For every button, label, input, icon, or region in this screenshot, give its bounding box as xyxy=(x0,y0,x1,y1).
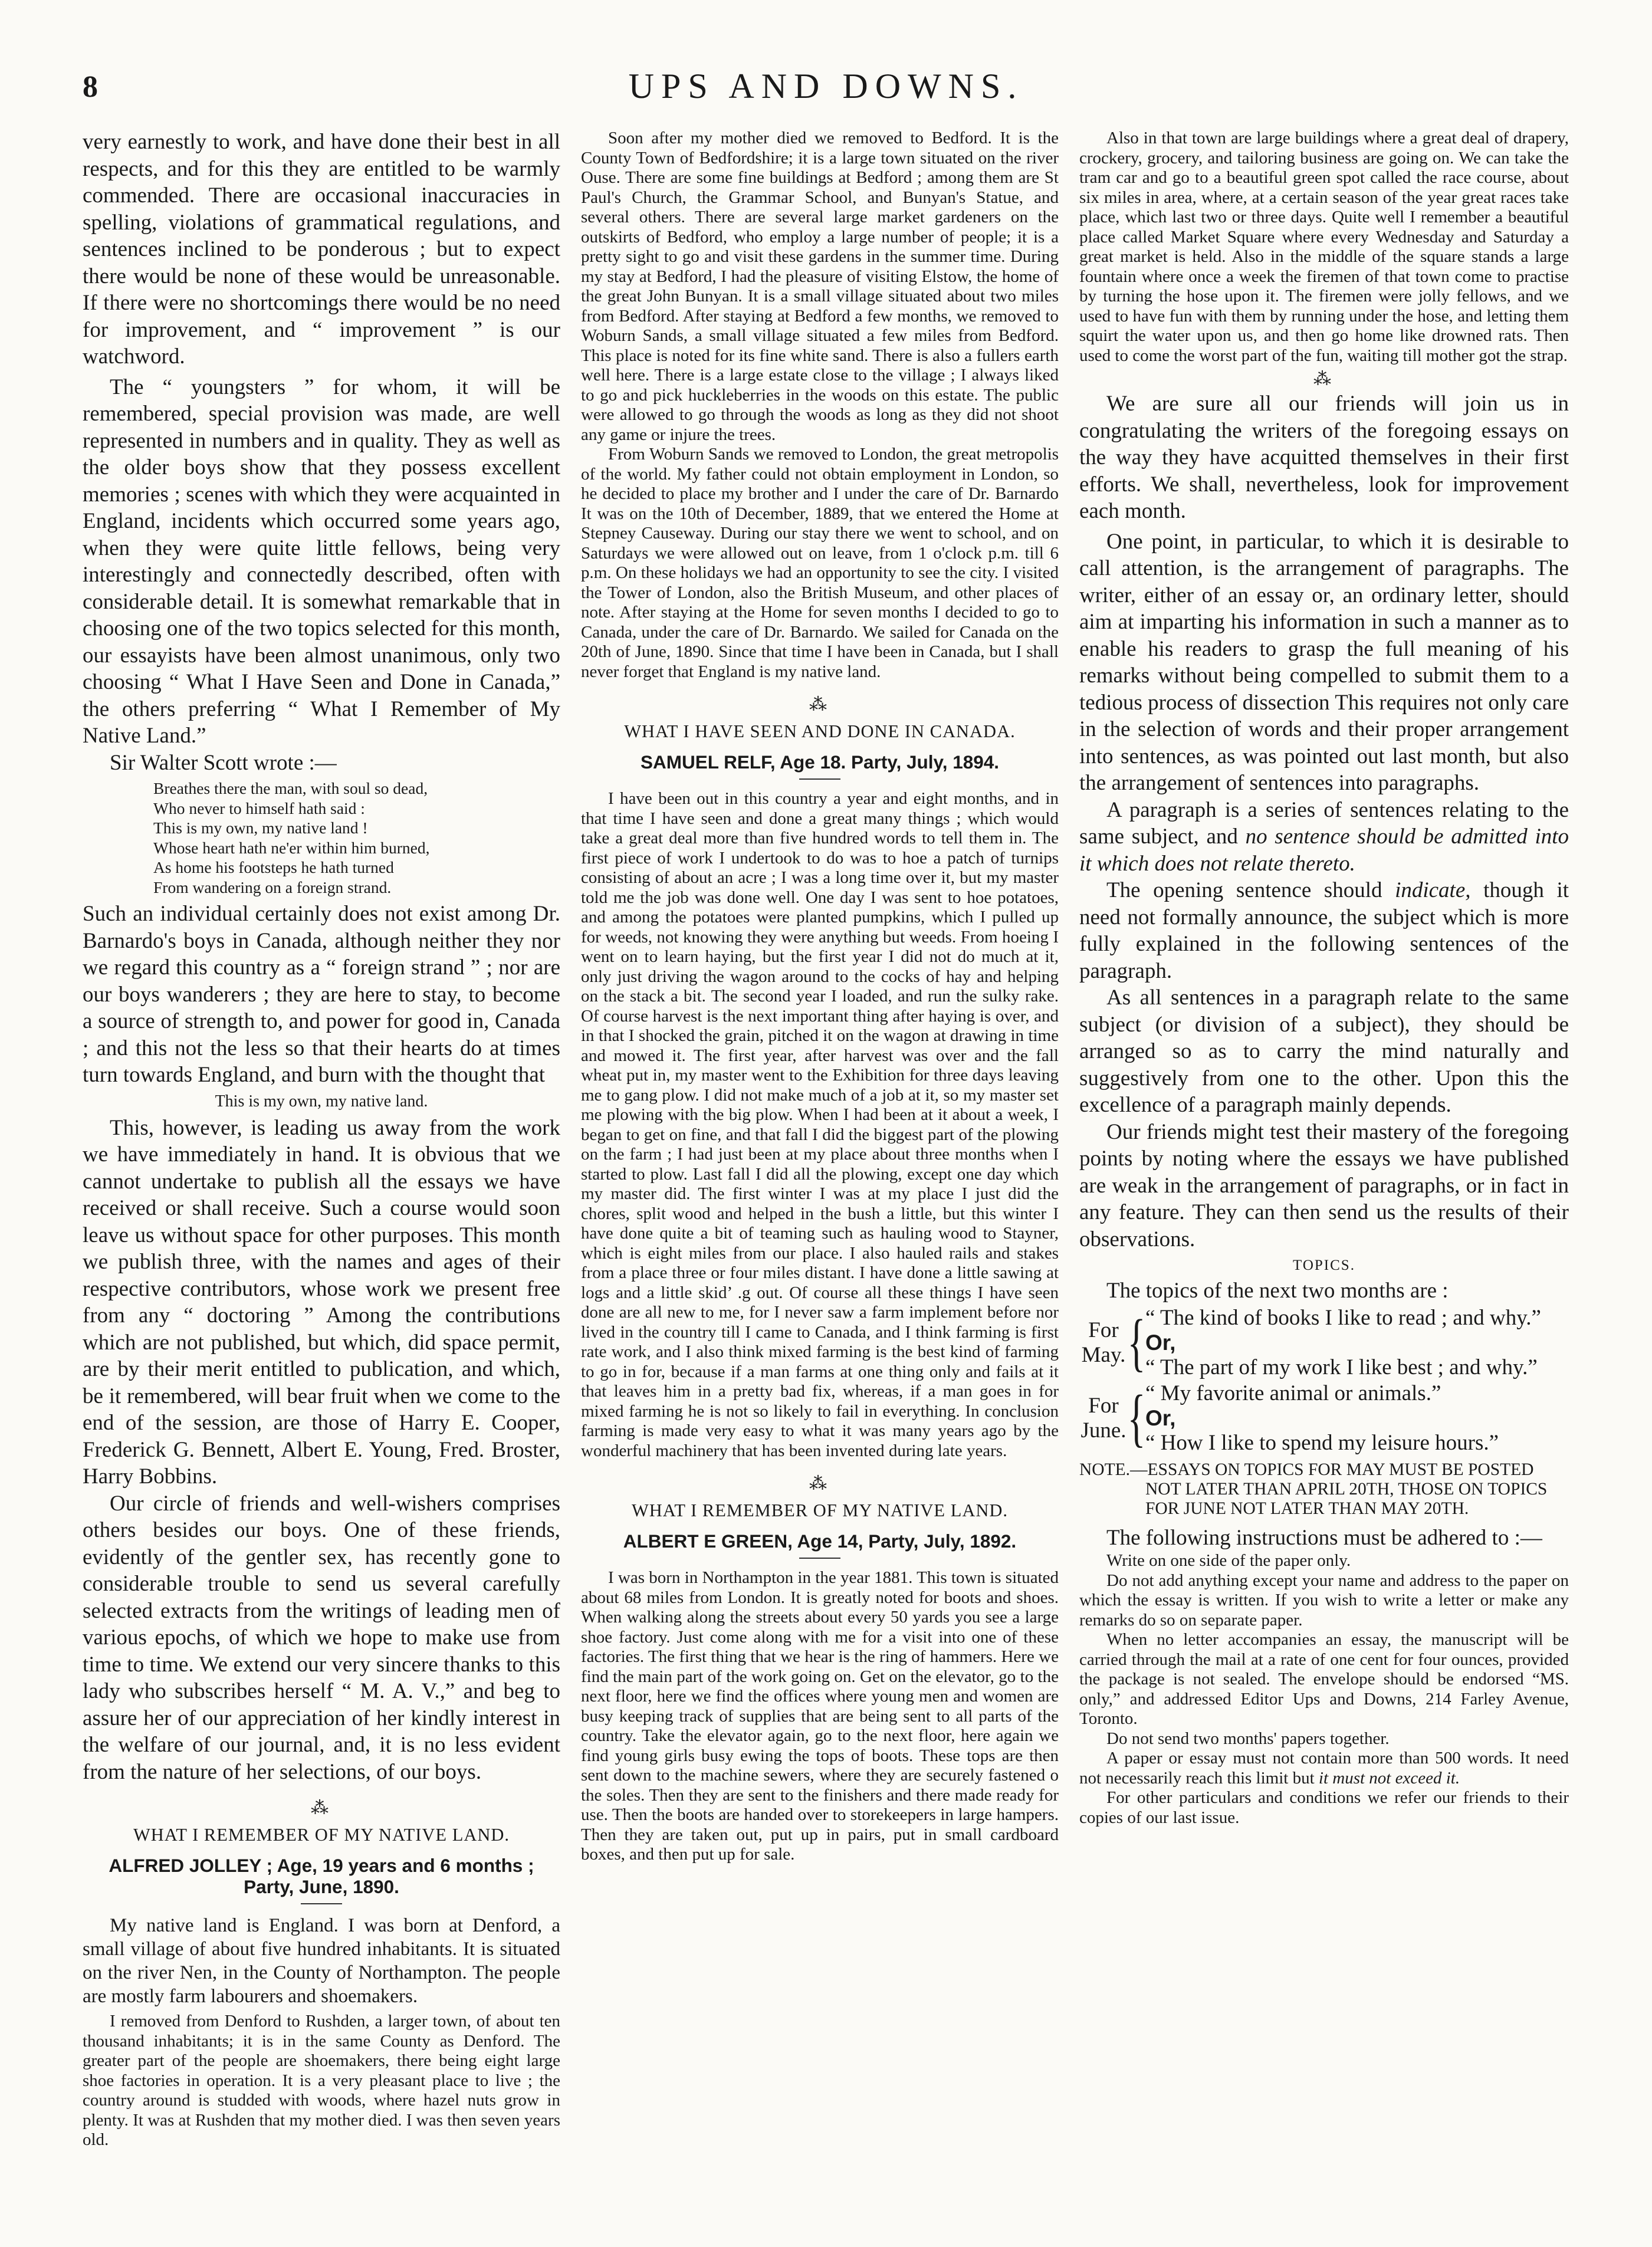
topic-option: “ The kind of books I like to read ; and why.” xyxy=(1145,1305,1541,1330)
editorial-paragraph: Such an individual certainly does not exist among Dr. Barnardo's boys in Canada, although neither they nor we regard this country as a “ foreign strand ” ; nor are our boys wanderers ; they are here to stay, to become a source of strength to, and power for good in, Canada ; and this not the less so that their hearts do at times turn towards England, and burn with the thought that xyxy=(83,902,560,1087)
topic-block-may xyxy=(1079,1306,1569,1380)
instruction-emphasis: it must not exceed it. xyxy=(1318,1768,1460,1788)
closing-paragraph xyxy=(1079,877,1569,984)
closing-text: though it need not formally announce, the subject which is more fully explained in the following sentences of the paragraph. xyxy=(1079,878,1569,983)
essay-heading: WHAT I HAVE SEEN AND DONE IN CANADA. xyxy=(624,721,1016,741)
topic-or: Or, xyxy=(1145,1330,1176,1355)
essay-author: ALFRED JOLLEY ; Age, 19 years and 6 months ; Party, June, 1890. xyxy=(109,1855,534,1897)
section-ornament: ⁂ xyxy=(809,695,830,714)
topics-intro: The topics of the next two months are : xyxy=(1106,1279,1449,1303)
essay-paragraph: I have been out in this country a year and eight months, and in that time I have seen and done a great many things ; which would take a great deal more than five hundred words to tell them in. The first piece of work I undertook to do was to hoe a patch of turnips consisting of about an acre ; I was a long time over it, but my master told me the job was done well. One day I was sent to hoe potatoes, and among the potatoes were planted pumpkins, which I pulled up for weeds, not knowing they were anything but weeds. From hoeing I went on to learn haying, but the first year I did not do much at it, only just driving the wagon around to the cocks of hay and helping on the stack a bit. The second year I loaded, and run the sulky rake. Of course harvest is the next important thing after haying is over, and in that I shocked the grain, pitched it on the wagon at drawing in time and mowed it. The first year, after harvest was over and the fall wheat put in, my master went to the Exhibition for three days leaving me to gang plow. I did not make much of a job at it, so my master set me plowing with the big plow. When I had been at it about a week, I began to get on fine, and that fall I did the biggest part of the plowing on the farm ; I had just been at my place about three months when I started to plow. Last fall I did all the plowing, except one day which my master did. The first winter I was at my place I just did the chores, split wood and helped in the bush a little, but this winter I have done quite a bit of teaming such as hauling wood to Stayner, which is eight miles from our place. I also hauled rails and stakes from a place three or four miles distant. I have done a little sawing at logs and a little skid’ .g out. Of course all these things I have seen done are all new to me, for I never saw a farm implement before nor lived in the country till I came to Canada, and I think farming is first rate work, and I also think mixed farming is the best kind of farming to go in for, because if a man farms at one thing only and fails at it that leaves him in a pretty bad fix, whereas, if a man goes in for mixed farming he is not so likely to fail in everything. In conclusion farming is made very easy to what it was many years ago by the wonderful machinery that has been invented during late years. xyxy=(581,789,1059,1460)
essay-paragraph: I was born in Northampton in the year 1881. This town is situated about 68 miles from London. It is greatly noted for boots and shoes. When walking along the streets about every 50 yards you see a large shoe factory. Just come along with me for a visit into one of these factories. The first thing that we hear is the ring of hammers. Here we find the main part of the work going on. Get on the elevator, go to the next floor, here we find the offices where young men and women are busy keeping track of supplies that are being sent to all parts of the country. Take the elevator again, go to the next floor, here again we find young girls busy ewing the tops of boots. These tops are then sent down to the machine sewers, where they are securely fastened o the soles. Then they are sent to the finishers and there made ready for use. Then the boots are handed over to storekeepers in large hampers. Then they are taken out, put up in pairs, put in small cardboard boxes, and then put up for sale. xyxy=(581,1568,1059,1864)
topic-month xyxy=(1079,1381,1128,1456)
poem-line: Whose heart hath ne'er within him burned, xyxy=(153,838,430,857)
closing-emphasis: indicate, xyxy=(1395,878,1471,902)
closing-text: The opening sentence should xyxy=(1106,878,1382,902)
masthead-title: UPS AND DOWNS. xyxy=(628,67,1024,106)
page-number: 8 xyxy=(83,70,98,104)
editorial-paragraph: The “ youngsters ” for whom, it will be remembered, special provision was made, are well represented in numbers and in quality. They as well as the older boys show that they possess excellent memories ; scenes with which they were acquainted in England, incidents which occurred some years ago, when they were quite little fellows, being very interestingly and connectedly described, often with considerable detail. It is somewhat remarkable that in choosing one of the two topics selected for this month, our essayists have been almost unanimous, only two choosing “ What I Have Seen and Done in Canada,” the others preferring “ What I Remember of My Native Land.” xyxy=(83,374,560,748)
instruction-item: When no letter accompanies an essay, the manuscript will be carried through the mail at a rate of one cent for four ounces, provided the package is not sealed. The envelope should be endorsed “MS. only,” and addressed Editor Ups and Downs, 214 Farley Avenue, Toronto. xyxy=(1079,1630,1569,1728)
essay-paragraph: Also in that town are large buildings where a great deal of drapery, crockery, grocery, and tailoring business are going on. We can take the tram car and go to a beautiful green spot called the race course, about six miles in area, where, at a certain season of the year great races take place, which last two or three days. Quite well I remember a beautiful place called Market Square where every Wednesday and Saturday a great market is held. Also in the middle of the square stands a large fountain where once a week the firemen of that town come to practise by turning the hose upon it. The firemen were jolly fellows, and we used to have fun with them by running under the hose, and letting them squirt the water upon us, and then go home like drowned rats. Then used to come the worst part of the fun, waiting till mother got the strap. xyxy=(1079,129,1569,365)
topic-month xyxy=(1079,1306,1128,1380)
column-3 xyxy=(1079,129,1569,2210)
section-ornament: ⁂ xyxy=(311,1798,332,1818)
topics-note: NOTE.—ESSAYS ON TOPICS FOR MAY MUST BE POSTED NOT LATER THAN APRIL 20TH, THOSE ON TOPICS FOR JUNE NOT LATER THAN MAY 20TH. xyxy=(1079,1460,1548,1518)
instruction-text: A paper or essay must not contain more than 500 words. It need not necessarily reach this limit but xyxy=(1079,1749,1569,1788)
poem-line: As home his footsteps he hath turned xyxy=(153,858,394,876)
month-label: June. xyxy=(1080,1418,1126,1443)
instruction-item xyxy=(1079,1749,1569,1788)
brace-icon: { xyxy=(1127,1382,1146,1453)
poem-line: From wandering on a foreign strand. xyxy=(153,878,392,896)
month-label: For xyxy=(1088,1393,1119,1418)
topic-or: Or, xyxy=(1145,1405,1176,1430)
instruction-item: Write on one side of the paper only. xyxy=(1106,1551,1351,1570)
quote-line: This is my own, my native land. xyxy=(215,1092,428,1111)
scott-poem xyxy=(83,778,560,897)
instruction-item: Do not add anything except your name and address to the paper on which the essay is written. If you wish to write a letter or make any remarks do so on separate paper. xyxy=(1079,1571,1569,1630)
topic-option: “ My favorite animal or animals.” xyxy=(1145,1381,1441,1405)
divider xyxy=(799,778,840,780)
topic-block-june xyxy=(1079,1381,1569,1456)
editorial-paragraph: Our circle of friends and well-wishers comprises others besides our boys. One of these friends, evidently of the gentler sex, has recently gone to considerable trouble to send us several carefully selected extracts from the writings of leading men of various epochs, of which we hope to make use from time to time. We extend our very sincere thanks to this lady who subscribes herself “ M. A. V.,” and beg to assure her of our appreciation of her kindly interest in the welfare of our journal, and, it is no less evident from the nature of her selections, of our boys. xyxy=(83,1491,560,1784)
essay-paragraph: My native land is England. I was born at Denford, a small village of about five hundred inhabitants. It is situated on the river Nen, in the County of Northampton. The people are mostly farm labourers and shoemakers. xyxy=(83,1915,560,2007)
divider xyxy=(799,1558,840,1559)
essay-author: SAMUEL RELF, Age 18. Party, July, 1894. xyxy=(640,751,1000,773)
instruction-item: Do not send two months' papers together. xyxy=(1106,1729,1390,1748)
topic-options xyxy=(1145,1381,1569,1456)
column-1 xyxy=(83,129,560,2210)
month-label: May. xyxy=(1081,1342,1126,1367)
section-ornament: ⁂ xyxy=(809,1474,830,1493)
closing-paragraph: One point, in particular, to which it is desirable to call attention, is the arrangement of paragraphs. The writer, either of an essay or, an ordinary letter, should aim at imparting his information in such a manner as to enable his readers to grasp the full meaning of his remarks without being compelled to submit them to a tedious process of dissection This requires not only care in the selection of words and their proper arrangement into sentences, as was pointed out last month, but also the arrangement of sentences into paragraphs. xyxy=(1079,529,1569,795)
closing-paragraph: Our friends might test their mastery of the foregoing points by noting where the essays we have published are weak in the arrangement of paragraphs, or in fact in any feature. They can then send us the results of their observations. xyxy=(1079,1119,1569,1251)
essay-author: ALBERT E GREEN, Age 14, Party, July, 1892. xyxy=(623,1530,1017,1552)
closing-text: A paragraph is a series of sentences relating to the same subject, and xyxy=(1079,797,1569,849)
editorial-paragraph: very earnestly to work, and have done their best in all respects, and for this they are entitled to be warmly commended. There are occasional inaccuracies in spelling, violations of grammatical regulations, and sentences inclined to be ponderous ; but to expect there would be none of these would be unreasonable. If there were no shortcomings there would be no need for improvement, and “ improvement ” is our watchword. xyxy=(83,130,560,369)
closing-paragraph: We are sure all our friends will join us in congratulating the writers of the foregoing essays on the way they have acquitted themselves in their first efforts. We shall, nevertheless, look for improvement each month. xyxy=(1079,392,1569,523)
closing-emphasis: no sentence should be admitted into it which does not relate thereto. xyxy=(1079,824,1569,876)
closing-paragraph xyxy=(1079,797,1569,878)
section-ornament: ⁂ xyxy=(1313,369,1335,389)
poem-line: This is my own, my native land ! xyxy=(153,819,368,837)
essay-paragraph: From Woburn Sands we removed to London, the great metropolis of the world. My father could not obtain employment in London, so he decided to place my brother and I under the care of Dr. Barnardo It was on the 10th of December, 1889, that we entered the Home at Stepney Causeway. During our stay there we went to school, and on Saturdays we were allowed out on leave, from 1 o'clock p.m. till 6 p.m. On these holidays we had an opportunity to see the city. I visited the Tower of London, also the British Museum, and other places of note. After staying at the Home for seven months I decided to go to Canada, under the care of Dr. Barnardo. We sailed for Canada on the 20th of June, 1890. Since that time I have been in Canada, but I shall never forget that England is my native land. xyxy=(581,445,1059,681)
topic-option: “ The part of my work I like best ; and why.” xyxy=(1145,1355,1538,1379)
column-2 xyxy=(581,129,1059,2210)
editorial-paragraph: This, however, is leading us away from the work we have immediately in hand. It is obvious that we cannot undertake to publish all the essays we have received or shall receive. Such a course would soon leave us without space for other purposes. This month we publish three, with the names and ages of their respective contributors, whose work we present free from any “ doctoring ” Among the contributions which are not published, but which, did space permit, are by their merit entitled to publication, and which, be it remembered, will bear fruit when we come to the end of the session, are those of Harry E. Cooper, Frederick G. Bennett, Albert E. Young, Fred. Broster, Harry Bobbins. xyxy=(83,1115,560,1489)
instructions-intro: The following instructions must be adhered to :— xyxy=(1106,1525,1542,1550)
topic-option: “ How I like to spend my leisure hours.” xyxy=(1145,1430,1499,1455)
topics-heading: TOPICS. xyxy=(1293,1257,1355,1273)
divider xyxy=(301,1903,342,1904)
brace-icon: { xyxy=(1127,1306,1146,1378)
poem-line: Breathes there the man, with soul so dead, xyxy=(153,779,428,797)
topic-options xyxy=(1145,1306,1569,1380)
instruction-item: For other particulars and conditions we refer our friends to their copies of our last issue. xyxy=(1079,1788,1569,1827)
essay-paragraph: I removed from Denford to Rushden, a larger town, of about ten thousand inhabitants; it is in the same County as Denford. The greater part of the people are shoemakers, there being eight large shoe factories in operation. It is a very pleasant place to live ; the country around is studded with woods, where hazel nuts grow in plenty. It was at Rushden that my mother died. I was then seven years old. xyxy=(83,2012,560,2149)
essay-heading: WHAT I REMEMBER OF MY NATIVE LAND. xyxy=(631,1500,1009,1520)
closing-paragraph: As all sentences in a paragraph relate to the same subject (or division of a subject), they should be arranged so as to carry the mind naturally and suggestively from one to the other. Upon this the excellence of a paragraph mainly depends. xyxy=(1079,985,1569,1117)
essay-paragraph: Soon after my mother died we removed to Bedford. It is the County Town of Bedfordshire; it is a large town situated on the river Ouse. There are some fine buildings at Bedford ; among them are St Paul's Church, the Grammar School, and Bunyan's Statue, and several others. There are several large market gardeners on the outskirts of Bedford, who employ a large number of people; it is a pretty sight to go and visit these gardens in the summer time. During my stay at Bedford, I had the pleasure of visiting Elstow, the home of the great John Bunyan. It is a small village situated about two miles from Bedford. After staying at Bedford a few months, we removed to Woburn Sands, a small village situated a few miles from Bedford. This place is noted for its fine white sand. There is also a fullers earth well here. There is a large estate close to the village ; I always liked to go and pick huckleberries in the woods on this estate. The public were allowed to go through the woods as long as they did not shoot any game or injure the trees. xyxy=(581,129,1059,444)
editorial-paragraph: Sir Walter Scott wrote :— xyxy=(110,750,337,775)
month-label: For xyxy=(1088,1318,1119,1342)
essay-heading: WHAT I REMEMBER OF MY NATIVE LAND. xyxy=(133,1825,510,1845)
poem-line: Who never to himself hath said : xyxy=(153,799,365,817)
